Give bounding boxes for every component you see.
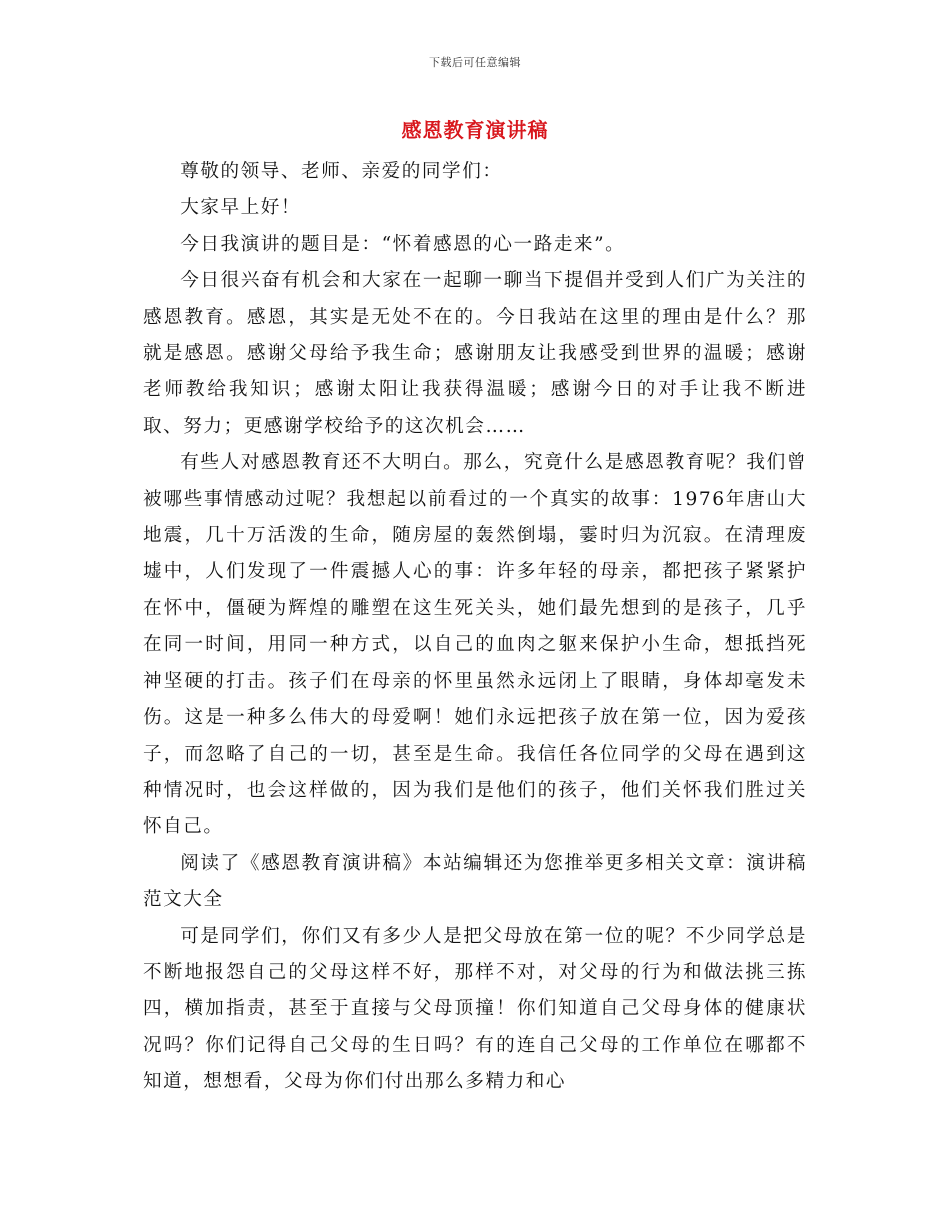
recommendation-paragraph: 阅读了《感恩教育演讲稿》本站编辑还为您推举更多相关文章：演讲稿范文大全 <box>143 852 807 911</box>
body-paragraph: 今日很兴奋有机会和大家在一起聊一聊当下提倡并受到人们广为关注的感恩教育。感恩，其实是无处不在的。今日我站在这里的理由是什么？那就是感恩。感谢父母给予我生命；感谢朋友让我感受到世界的温暖；感谢老师教给我知识；感谢太阳让我获得温暖；感谢今日的对手让我不断进取、努力；更感谢学校给予的这次机会…… <box>143 270 807 437</box>
body-paragraph: 有些人对感恩教育还不大明白。那么，究竟什么是感恩教育呢？我们曾被哪些事情感动过呢？我想起以前看过的一个真实的故事：1976年唐山大地震，几十万活泼的生命，随房屋的轰然倒塌，霎时归为沉寂。在清理废墟中，人们发现了一件震撼人心的事：许多年轻的母亲，都把孩子紧紧护在怀中，僵硬为辉煌的雕塑在这生死关头，她们最先想到的是孩子，几乎在同一时间，用同一种方式，以自己的血肉之躯来保护小生命，想抵挡死神坚硬的打击。孩子们在母亲的怀里虽然永远闭上了眼睛，身体却毫发未伤。这是一种多么伟大的母爱啊！她们永远把孩子放在第一位，因为爱孩子，而忽略了自己的一切，甚至是生命。我信任各位同学的父母在遇到这种情况时，也会这样做的，因为我们是他们的孩子，他们关怀我们胜过关怀自己。 <box>143 452 807 838</box>
header-note: 下载后可任意编辑 <box>429 56 521 69</box>
body-paragraph: 可是同学们，你们又有多少人是把父母放在第一位的呢？不少同学总是不断地报怨自己的父母这样不好，那样不对，对父母的行为和做法挑三拣四，横加指责，甚至于直接与父母顶撞！你们知道自己父母身体的健康状况吗？你们记得自己父母的生日吗？有的连自己父母的工作单位在哪都不知道，想想看，父母为你们付出那么多精力和心 <box>143 925 807 1093</box>
greeting-paragraph: 大家早上好！ <box>180 197 302 219</box>
salutation-paragraph: 尊敬的领导、老师、亲爱的同学们： <box>180 161 503 182</box>
document-title: 感恩教育演讲稿 <box>401 118 549 142</box>
topic-paragraph: 今日我演讲的题目是：“怀着感恩的心一路走来”。 <box>180 233 626 255</box>
document-body <box>143 154 807 1101</box>
